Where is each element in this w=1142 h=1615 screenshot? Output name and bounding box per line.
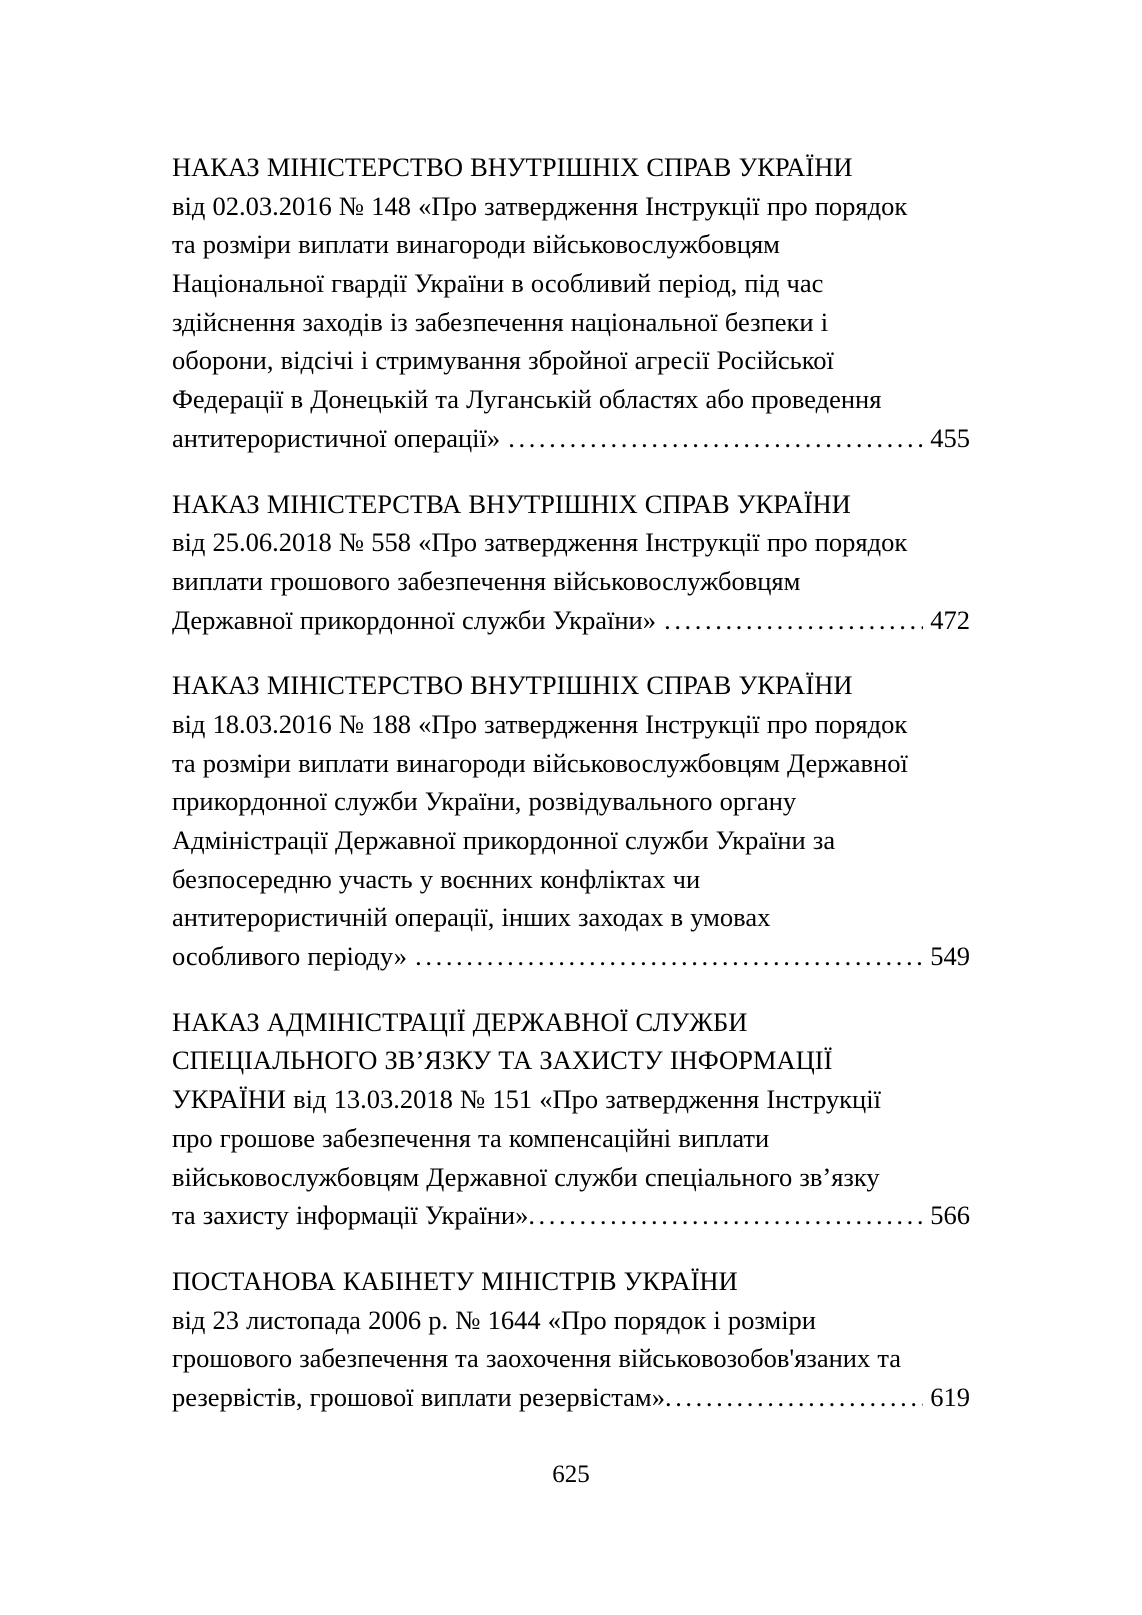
- toc-entry-body-line: здійснення заходів із забезпечення національної безпеки і: [172, 306, 829, 337]
- toc-entry[interactable]: [172, 666, 970, 976]
- toc-entry-heading: НАКАЗ АДМІНІСТРАЦІЇ ДЕРЖАВНОЇ СЛУЖБИ: [172, 1006, 748, 1037]
- toc-entry-page-number: 455: [930, 422, 970, 453]
- toc-entry-body-line: Федерації в Донецькій та Луганській областях або проведення: [172, 384, 882, 415]
- toc-entry-body-line: Національної гвардії України в особливий період, під час: [172, 268, 824, 299]
- toc-entry-body-line: антитерористичної операції»: [172, 422, 508, 453]
- toc-entry-body-line: особливого періоду»: [172, 941, 415, 972]
- toc-entry-body-line: від 02.03.2016 № 148 «Про затвердження Інструкції про порядок: [172, 190, 908, 221]
- toc-entry-leader-line: [172, 1378, 970, 1417]
- toc-entry-body-line: про грошове забезпечення та компенсаційні виплати: [172, 1122, 770, 1153]
- dot-leader: [664, 601, 923, 640]
- toc-entry-body-line: Державної прикордонної служби України»: [172, 604, 664, 635]
- toc-entry-page-number: 619: [930, 1381, 970, 1412]
- toc-entry-heading: НАКАЗ МІНІСТЕРСТВО ВНУТРІШНІХ СПРАВ УКРАЇНИ: [172, 152, 853, 182]
- toc-entry-body-line: Адміністрації Державної прикордонної служби України за: [172, 825, 836, 855]
- toc-entry-leader-line: [172, 601, 970, 640]
- toc-entry-page-number: 472: [930, 604, 970, 635]
- toc-entry[interactable]: [172, 148, 970, 458]
- toc-entry-body-line: прикордонної служби України, розвідувального органу: [172, 786, 797, 817]
- toc-entry-heading: НАКАЗ МІНІСТЕРСТВА ВНУТРІШНІХ СПРАВ УКРАЇНИ: [172, 488, 851, 519]
- toc-entry-body-line: виплати грошового забезпечення військовослужбовцям: [172, 565, 801, 596]
- toc-list: [172, 148, 970, 1417]
- toc-entry-body-line: УКРАЇНИ від 13.03.2018 № 151 «Про затвердження Інструкції: [172, 1084, 881, 1115]
- toc-entry-body-line: оборони, відсічі і стримування збройної агресії Російської: [172, 345, 834, 376]
- toc-entry-heading: СПЕЦІАЛЬНОГО ЗВ’ЯЗКУ ТА ЗАХИСТУ ІНФОРМАЦІЇ: [172, 1045, 833, 1076]
- toc-entry-body-line: безпосередню участь у воєнних конфліктах чи: [172, 863, 701, 894]
- toc-entry-body-line: від 18.03.2016 № 188 «Про затвердження Інструкції про порядок: [172, 708, 908, 739]
- dot-leader: [528, 1196, 923, 1235]
- toc-entry[interactable]: [172, 485, 970, 640]
- toc-entry-heading: НАКАЗ МІНІСТЕРСТВО ВНУТРІШНІХ СПРАВ УКРАЇНИ: [172, 670, 853, 701]
- toc-entry-leader-line: [172, 1196, 970, 1235]
- page-footer: [0, 1462, 1142, 1487]
- toc-entry-body-line: від 25.06.2018 № 558 «Про затвердження Інструкції про порядок: [172, 527, 908, 558]
- dot-leader: [665, 1378, 923, 1417]
- toc-entry-leader-line: [172, 419, 970, 458]
- toc-entry-body-line: від 23 листопада 2006 р. № 1644 «Про порядок і розміри: [172, 1304, 816, 1335]
- toc-entry-body-line: антитерористичній операції, інших заходах в умовах: [172, 902, 771, 933]
- toc-entry-body-line: резервістів, грошової виплати резервістам»: [172, 1381, 665, 1412]
- footer-page-number: 625: [552, 1461, 590, 1488]
- toc-entry-body-line: та розміри виплати винагороди військовослужбовцям Державної: [172, 747, 908, 778]
- dot-leader: [415, 937, 923, 976]
- toc-entry-page-number: 549: [930, 941, 970, 972]
- dot-leader: [508, 419, 923, 458]
- toc-entry-body-line: та розміри виплати винагороди військовослужбовцям: [172, 229, 780, 260]
- toc-entry[interactable]: [172, 1003, 970, 1235]
- toc-entry[interactable]: [172, 1262, 970, 1417]
- toc-entry-body-line: грошового забезпечення та заохочення військовозобов'язаних та: [172, 1343, 902, 1374]
- toc-entry-body-line: та захисту інформації України»: [172, 1200, 529, 1231]
- toc-entry-page-number: 566: [930, 1200, 970, 1231]
- toc-entry-body-line: військовослужбовцям Державної служби спеціального зв’язку: [172, 1161, 880, 1192]
- toc-entry-leader-line: [172, 937, 970, 976]
- toc-entry-heading: ПОСТАНОВА КАБІНЕТУ МІНІСТРІВ УКРАЇНИ: [172, 1265, 738, 1296]
